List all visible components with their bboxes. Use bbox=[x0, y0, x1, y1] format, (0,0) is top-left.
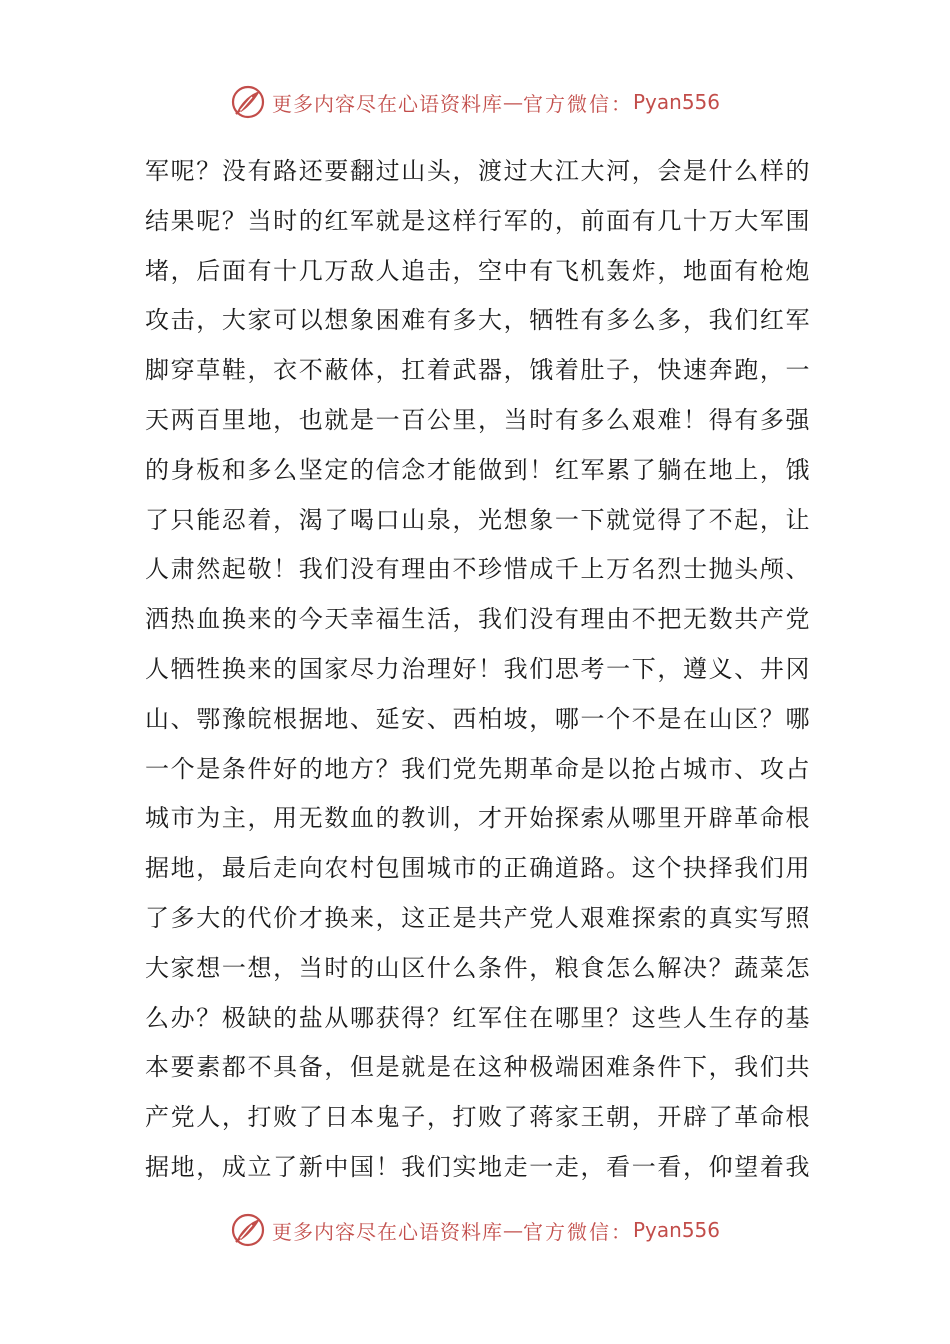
body-line: 产党人，打败了日本鬼子，打败了蒋家王朝，开辟了革命根 bbox=[145, 1103, 810, 1132]
body-line: 么办？极缺的盐从哪获得？红军住在哪里？这些人生存的基 bbox=[145, 1003, 810, 1032]
body-line: 一个是条件好的地方？我们党先期革命是以抢占城市、攻占 bbox=[145, 754, 810, 783]
body-line: 攻击，大家可以想象困难有多大，牺牲有多么多，我们红军 bbox=[145, 306, 810, 335]
header-banner-separator: — bbox=[502, 90, 523, 114]
body-line: 结果呢？当时的红军就是这样行军的，前面有几十万大军围 bbox=[145, 206, 810, 235]
header-banner bbox=[0, 82, 950, 122]
body-line: 了只能忍着，渴了喝口山泉，光想象一下就觉得了不起，让 bbox=[145, 505, 810, 534]
body-line: 据地，最后走向农村包围城市的正确道路。这个抉择我们用 bbox=[145, 854, 810, 883]
pen-nib-logo-icon bbox=[230, 84, 266, 120]
body-line: 洒热血换来的今天幸福生活，我们没有理由不把无数共产党 bbox=[145, 605, 810, 634]
body-line: 大家想一想，当时的山区什么条件，粮食怎么解决？蔬菜怎 bbox=[145, 953, 810, 982]
body-line: 的身板和多么坚定的信念才能做到！红军累了躺在地上，饿 bbox=[145, 455, 810, 484]
body-line: 军呢？没有路还要翻过山头，渡过大江大河，会是什么样的 bbox=[145, 157, 810, 185]
header-banner-wechat-id: Pyan556 bbox=[632, 90, 720, 114]
body-line: 据地，成立了新中国！我们实地走一走，看一看，仰望着我 bbox=[145, 1152, 810, 1181]
footer-banner-text: 更多内容尽在心语资料库 bbox=[271, 1219, 503, 1244]
footer-banner-separator: — bbox=[502, 1218, 523, 1242]
footer-banner-wechat-label: 官方微信： bbox=[522, 1219, 633, 1244]
body-line: 脚穿草鞋，衣不蔽体，扛着武器，饿着肚子，快速奔跑，一 bbox=[145, 356, 810, 385]
body-line: 城市为主，用无数血的教训，才开始探索从哪里开辟革命根 bbox=[145, 804, 810, 833]
footer-banner bbox=[0, 1210, 950, 1250]
header-banner-wechat-label: 官方微信： bbox=[522, 91, 633, 116]
body-line: 堵，后面有十几万敌人追击，空中有飞机轰炸，地面有枪炮 bbox=[145, 256, 810, 285]
body-line: 本要素都不具备，但是就是在这种极端困难条件下，我们共 bbox=[145, 1053, 810, 1082]
body-line: 了多大的代价才换来，这正是共产党人艰难探索的真实写照 bbox=[145, 903, 810, 932]
footer-banner-wechat-id: Pyan556 bbox=[632, 1218, 720, 1242]
body-line: 人牺牲换来的国家尽力治理好！我们思考一下，遵义、井冈 bbox=[145, 654, 810, 683]
body-line: 山、鄂豫皖根据地、延安、西柏坡，哪一个不是在山区？哪 bbox=[145, 704, 810, 733]
body-line: 人肃然起敬！我们没有理由不珍惜成千上万名烈士抛头颅、 bbox=[145, 555, 810, 584]
body-line: 天两百里地，也就是一百公里，当时有多么艰难！得有多强 bbox=[145, 405, 810, 434]
pen-nib-logo-icon bbox=[230, 1212, 266, 1248]
header-banner-text: 更多内容尽在心语资料库 bbox=[271, 91, 503, 116]
body-text bbox=[145, 147, 810, 1193]
